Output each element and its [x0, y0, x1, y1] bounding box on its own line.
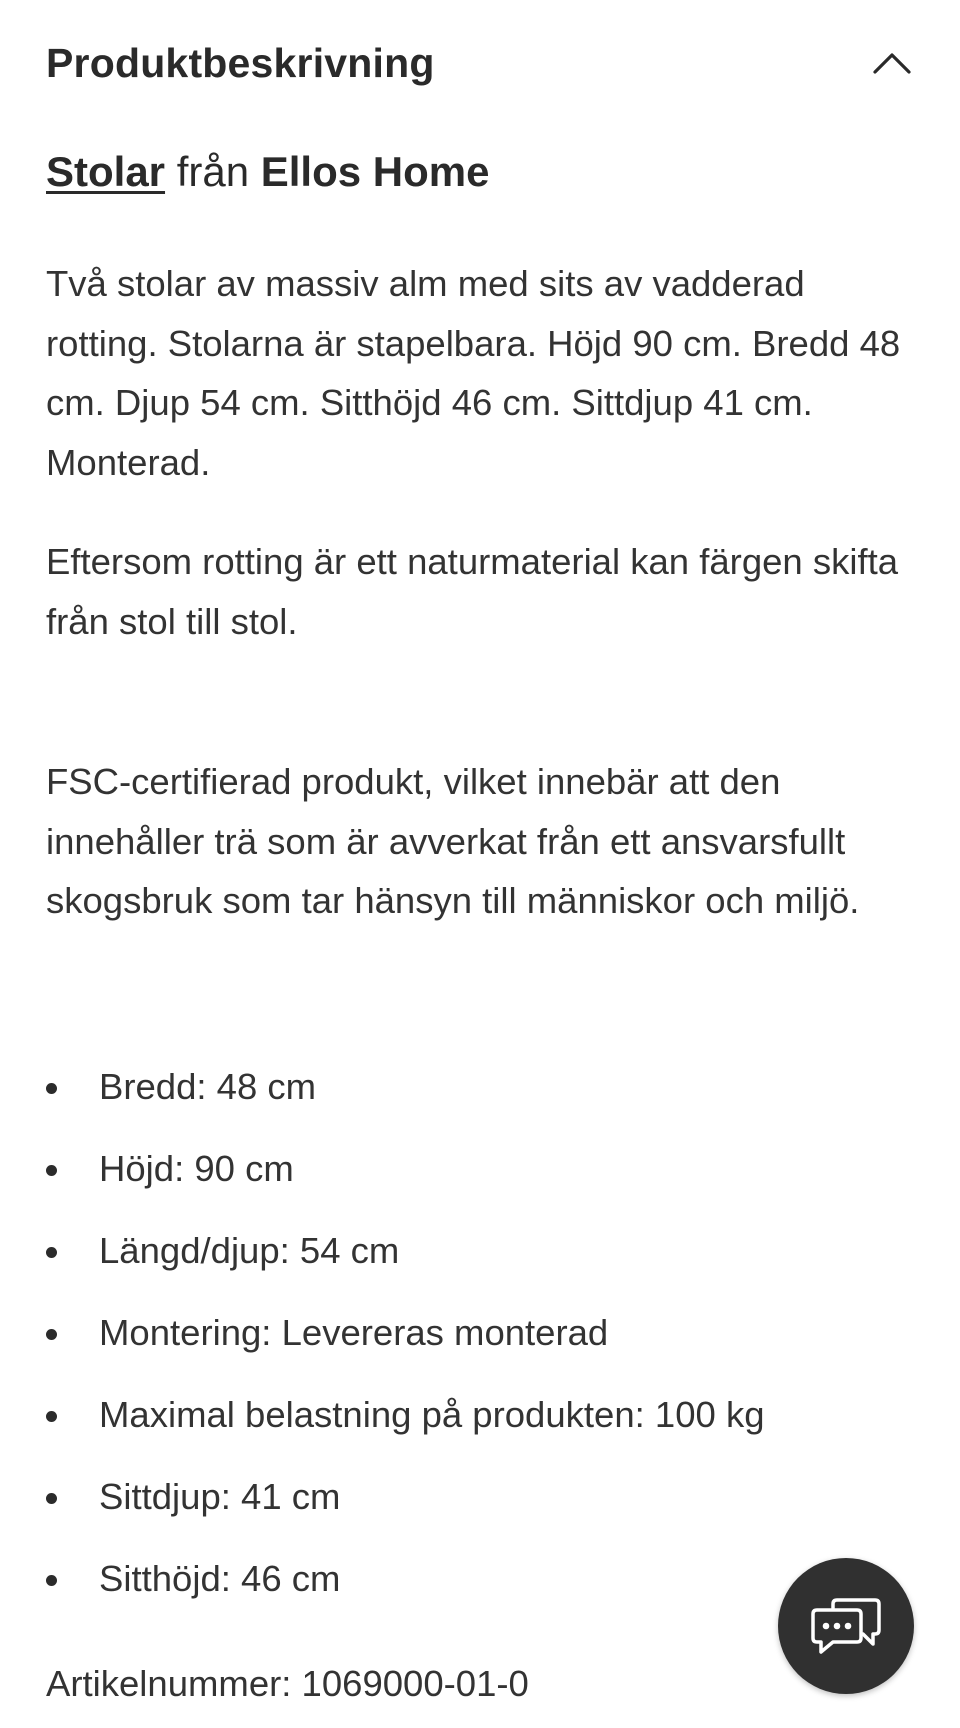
bullet-icon: [46, 1329, 57, 1340]
spec-text: Sitthöjd: 46 cm: [99, 1558, 341, 1599]
chat-bubbles-icon: [809, 1594, 883, 1658]
spec-item: [46, 1134, 916, 1216]
product-description-header[interactable]: [46, 28, 914, 98]
bullet-icon: [46, 1247, 57, 1258]
spec-text: Bredd: 48 cm: [99, 1066, 317, 1107]
brand-name: Ellos Home: [260, 148, 490, 195]
spec-text: Höjd: 90 cm: [99, 1148, 294, 1189]
section-title: Produktbeskrivning: [46, 39, 435, 86]
spec-text: Montering: Levereras monterad: [99, 1312, 609, 1353]
brand-line: [46, 148, 489, 196]
brand-connector: från: [165, 148, 261, 195]
bullet-icon: [46, 1575, 57, 1586]
category-link[interactable]: Stolar: [46, 148, 166, 195]
spec-text: Maximal belastning på produkten: 100 kg: [99, 1394, 765, 1435]
spec-item: [46, 1052, 916, 1134]
bullet-icon: [46, 1083, 57, 1094]
article-number: Artikelnummer: 1069000-01-0: [46, 1663, 529, 1704]
spec-list: [46, 1052, 916, 1626]
bullet-icon: [46, 1411, 57, 1422]
spec-text: Sittdjup: 41 cm: [99, 1476, 341, 1517]
spec-item: [46, 1380, 916, 1462]
bullet-icon: [46, 1493, 57, 1504]
chevron-up-icon[interactable]: [870, 41, 914, 85]
spec-item: [46, 1298, 916, 1380]
spec-text: Längd/djup: 54 cm: [99, 1230, 400, 1271]
description-paragraph: Eftersom rotting är ett naturmaterial kan färgen skifta från stol till stol.: [46, 541, 899, 642]
spec-item: [46, 1462, 916, 1544]
description-paragraph: Två stolar av massiv alm med sits av vadderad rotting. Stolarna är stapelbara. Höjd 90 cm. Bredd 48 cm. Djup 54 cm. Sitthöjd 46 cm. Sittdjup 41 cm. Monterad.: [46, 263, 901, 483]
chat-button[interactable]: [778, 1558, 914, 1694]
bullet-icon: [46, 1165, 57, 1176]
description-paragraph: FSC-certifierad produkt, vilket innebär att den innehåller trä som är avverkat från ett ansvarsfullt skogsbruk som tar hänsyn till människor och miljö.: [46, 761, 860, 921]
spec-item: [46, 1216, 916, 1298]
